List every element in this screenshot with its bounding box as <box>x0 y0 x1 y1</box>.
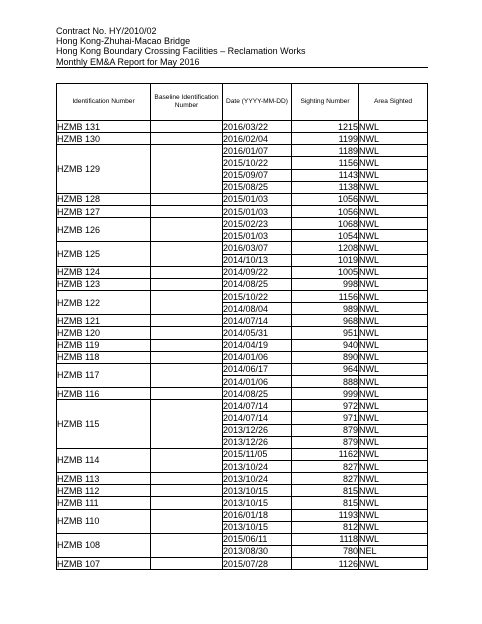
identification-cell: HZMB 112 <box>57 485 151 497</box>
area-cell: NWL <box>359 558 428 570</box>
table-row <box>57 400 428 412</box>
table-row <box>57 509 428 521</box>
identification-cell: HZMB 115 <box>57 400 151 449</box>
table-row <box>57 339 428 351</box>
sighting-cell: 972 <box>292 400 359 412</box>
sighting-cell: 1126 <box>292 558 359 570</box>
baseline-cell <box>151 121 223 133</box>
table-row <box>57 327 428 339</box>
date-cell: 2013/12/26 <box>223 436 292 448</box>
sighting-cell: 998 <box>292 278 359 290</box>
date-cell: 2014/09/22 <box>223 266 292 278</box>
table-row <box>57 315 428 327</box>
date-cell: 2015/06/11 <box>223 533 292 545</box>
sighting-cell: 940 <box>292 339 359 351</box>
baseline-cell <box>151 278 223 290</box>
baseline-cell <box>151 315 223 327</box>
table-row <box>57 121 428 133</box>
sighting-cell: 1162 <box>292 448 359 460</box>
sighting-cell: 890 <box>292 351 359 363</box>
date-cell: 2013/10/24 <box>223 473 292 485</box>
col-header-baseline: Baseline Identification Number <box>151 84 223 121</box>
identification-cell: HZMB 111 <box>57 497 151 509</box>
sighting-cell: 971 <box>292 412 359 424</box>
date-cell: 2014/01/06 <box>223 375 292 387</box>
table-row <box>57 363 428 375</box>
table-row <box>57 278 428 290</box>
table-row <box>57 485 428 497</box>
baseline-cell <box>151 400 223 449</box>
area-cell: NWL <box>359 351 428 363</box>
identification-cell: HZMB 121 <box>57 315 151 327</box>
table-row <box>57 290 428 302</box>
area-cell: NWL <box>359 388 428 400</box>
baseline-cell <box>151 351 223 363</box>
date-cell: 2016/02/04 <box>223 133 292 145</box>
area-cell: NWL <box>359 133 428 145</box>
identification-cell: HZMB 110 <box>57 509 151 533</box>
contract-number: Contract No. HY/2010/02 <box>56 26 157 36</box>
table-row <box>57 242 428 254</box>
date-cell: 2013/10/15 <box>223 521 292 533</box>
date-cell: 2016/01/18 <box>223 509 292 521</box>
sighting-cell: 951 <box>292 327 359 339</box>
header-divider <box>56 67 428 68</box>
date-cell: 2014/04/19 <box>223 339 292 351</box>
date-cell: 2015/08/25 <box>223 181 292 193</box>
identification-cell: HZMB 113 <box>57 473 151 485</box>
baseline-cell <box>151 339 223 351</box>
date-cell: 2013/08/30 <box>223 545 292 557</box>
baseline-cell <box>151 290 223 314</box>
date-cell: 2014/01/06 <box>223 351 292 363</box>
sighting-cell: 1019 <box>292 254 359 266</box>
area-cell: NEL <box>359 545 428 557</box>
sighting-cell: 1056 <box>292 205 359 217</box>
date-cell: 2013/12/26 <box>223 424 292 436</box>
sighting-cell: 1138 <box>292 181 359 193</box>
area-cell: NWL <box>359 254 428 266</box>
baseline-cell <box>151 485 223 497</box>
baseline-cell <box>151 218 223 242</box>
area-cell: NWL <box>359 218 428 230</box>
baseline-cell <box>151 558 223 570</box>
sighting-cell: 1199 <box>292 133 359 145</box>
identification-cell: HZMB 120 <box>57 327 151 339</box>
sighting-cell: 888 <box>292 375 359 387</box>
sighting-cell: 815 <box>292 497 359 509</box>
area-cell: NWL <box>359 242 428 254</box>
identification-cell: HZMB 122 <box>57 290 151 314</box>
table-row <box>57 205 428 217</box>
baseline-cell <box>151 193 223 205</box>
date-cell: 2013/10/15 <box>223 497 292 509</box>
date-cell: 2014/08/04 <box>223 303 292 315</box>
date-cell: 2014/08/25 <box>223 388 292 400</box>
sighting-cell: 780 <box>292 545 359 557</box>
table-header-row <box>57 84 428 121</box>
date-cell: 2014/07/14 <box>223 315 292 327</box>
date-cell: 2016/01/07 <box>223 145 292 157</box>
area-cell: NWL <box>359 157 428 169</box>
date-cell: 2013/10/24 <box>223 460 292 472</box>
identification-cell: HZMB 108 <box>57 533 151 557</box>
identification-cell: HZMB 125 <box>57 242 151 266</box>
sighting-cell: 1156 <box>292 157 359 169</box>
date-cell: 2015/10/22 <box>223 157 292 169</box>
identification-cell: HZMB 128 <box>57 193 151 205</box>
identification-cell: HZMB 126 <box>57 218 151 242</box>
table-body <box>57 121 428 570</box>
baseline-cell <box>151 509 223 533</box>
sighting-cell: 1193 <box>292 509 359 521</box>
area-cell: NWL <box>359 424 428 436</box>
table-row <box>57 145 428 157</box>
date-cell: 2015/01/03 <box>223 230 292 242</box>
table-row <box>57 193 428 205</box>
identification-cell: HZMB 107 <box>57 558 151 570</box>
date-cell: 2014/07/14 <box>223 412 292 424</box>
area-cell: NWL <box>359 303 428 315</box>
area-cell: NWL <box>359 497 428 509</box>
area-cell: NWL <box>359 533 428 545</box>
table-row <box>57 533 428 545</box>
date-cell: 2015/02/23 <box>223 218 292 230</box>
area-cell: NWL <box>359 485 428 497</box>
table-row <box>57 497 428 509</box>
identification-cell: HZMB 124 <box>57 266 151 278</box>
area-cell: NWL <box>359 278 428 290</box>
area-cell: NWL <box>359 521 428 533</box>
col-header-area: Area Sighted <box>359 84 428 121</box>
baseline-cell <box>151 266 223 278</box>
area-cell: NWL <box>359 315 428 327</box>
col-header-identification: Identification Number <box>57 84 151 121</box>
identification-cell: HZMB 117 <box>57 363 151 387</box>
identification-cell: HZMB 118 <box>57 351 151 363</box>
date-cell: 2014/07/14 <box>223 400 292 412</box>
area-cell: NWL <box>359 448 428 460</box>
sighting-cell: 1005 <box>292 266 359 278</box>
sighting-cell: 999 <box>292 388 359 400</box>
col-header-sighting: Sighting Number <box>292 84 359 121</box>
document-header <box>56 26 305 67</box>
date-cell: 2014/05/31 <box>223 327 292 339</box>
report-title: Monthly EM&A Report for May 2016 <box>56 56 200 67</box>
sighting-cell: 1143 <box>292 169 359 181</box>
table-row <box>57 351 428 363</box>
table-row <box>57 266 428 278</box>
baseline-cell <box>151 205 223 217</box>
date-cell: 2016/03/07 <box>223 242 292 254</box>
area-cell: NWL <box>359 205 428 217</box>
sighting-cell: 815 <box>292 485 359 497</box>
sighting-cell: 879 <box>292 436 359 448</box>
area-cell: NWL <box>359 436 428 448</box>
baseline-cell <box>151 497 223 509</box>
table-row <box>57 218 428 230</box>
sighting-cell: 964 <box>292 363 359 375</box>
area-cell: NWL <box>359 460 428 472</box>
baseline-cell <box>151 145 223 194</box>
sighting-cell: 1208 <box>292 242 359 254</box>
area-cell: NWL <box>359 473 428 485</box>
identification-cell: HZMB 114 <box>57 448 151 472</box>
date-cell: 2013/10/15 <box>223 485 292 497</box>
baseline-cell <box>151 388 223 400</box>
sighting-cell: 879 <box>292 424 359 436</box>
area-cell: NWL <box>359 290 428 302</box>
area-cell: NWL <box>359 169 428 181</box>
area-cell: NWL <box>359 181 428 193</box>
works-name: Hong Kong Boundary Crossing Facilities – Reclamation Works <box>56 46 306 57</box>
identification-cell: HZMB 119 <box>57 339 151 351</box>
table-row <box>57 133 428 145</box>
date-cell: 2015/07/28 <box>223 558 292 570</box>
identification-cell: HZMB 131 <box>57 121 151 133</box>
area-cell: NWL <box>359 327 428 339</box>
sighting-cell: 1068 <box>292 218 359 230</box>
area-cell: NWL <box>359 412 428 424</box>
date-cell: 2015/01/03 <box>223 205 292 217</box>
area-cell: NWL <box>359 509 428 521</box>
area-cell: NWL <box>359 400 428 412</box>
date-cell: 2015/09/07 <box>223 169 292 181</box>
project-name: Hong Kong-Zhuhai-Macao Bridge <box>56 36 191 47</box>
sighting-cell: 968 <box>292 315 359 327</box>
area-cell: NWL <box>359 230 428 242</box>
sighting-table <box>56 83 428 570</box>
sighting-cell: 812 <box>292 521 359 533</box>
sighting-cell: 1054 <box>292 230 359 242</box>
area-cell: NWL <box>359 339 428 351</box>
date-cell: 2014/10/13 <box>223 254 292 266</box>
date-cell: 2015/11/05 <box>223 448 292 460</box>
sighting-cell: 1215 <box>292 121 359 133</box>
sighting-cell: 989 <box>292 303 359 315</box>
table-row <box>57 388 428 400</box>
sighting-cell: 827 <box>292 460 359 472</box>
sighting-cell: 827 <box>292 473 359 485</box>
baseline-cell <box>151 327 223 339</box>
date-cell: 2014/06/17 <box>223 363 292 375</box>
baseline-cell <box>151 242 223 266</box>
identification-cell: HZMB 116 <box>57 388 151 400</box>
table-row <box>57 558 428 570</box>
baseline-cell <box>151 473 223 485</box>
date-cell: 2014/08/25 <box>223 278 292 290</box>
area-cell: NWL <box>359 193 428 205</box>
baseline-cell <box>151 448 223 472</box>
table-row <box>57 448 428 460</box>
sighting-cell: 1118 <box>292 533 359 545</box>
area-cell: NWL <box>359 121 428 133</box>
area-cell: NWL <box>359 363 428 375</box>
area-cell: NWL <box>359 266 428 278</box>
area-cell: NWL <box>359 375 428 387</box>
date-cell: 2015/01/03 <box>223 193 292 205</box>
date-cell: 2015/10/22 <box>223 290 292 302</box>
identification-cell: HZMB 129 <box>57 145 151 194</box>
col-header-date: Date (YYYY-MM-DD) <box>223 84 292 121</box>
area-cell: NWL <box>359 145 428 157</box>
baseline-cell <box>151 133 223 145</box>
table-row <box>57 473 428 485</box>
baseline-cell <box>151 533 223 557</box>
baseline-cell <box>151 363 223 387</box>
identification-cell: HZMB 130 <box>57 133 151 145</box>
sighting-cell: 1189 <box>292 145 359 157</box>
identification-cell: HZMB 123 <box>57 278 151 290</box>
identification-cell: HZMB 127 <box>57 205 151 217</box>
sighting-cell: 1156 <box>292 290 359 302</box>
sighting-cell: 1056 <box>292 193 359 205</box>
date-cell: 2016/03/22 <box>223 121 292 133</box>
